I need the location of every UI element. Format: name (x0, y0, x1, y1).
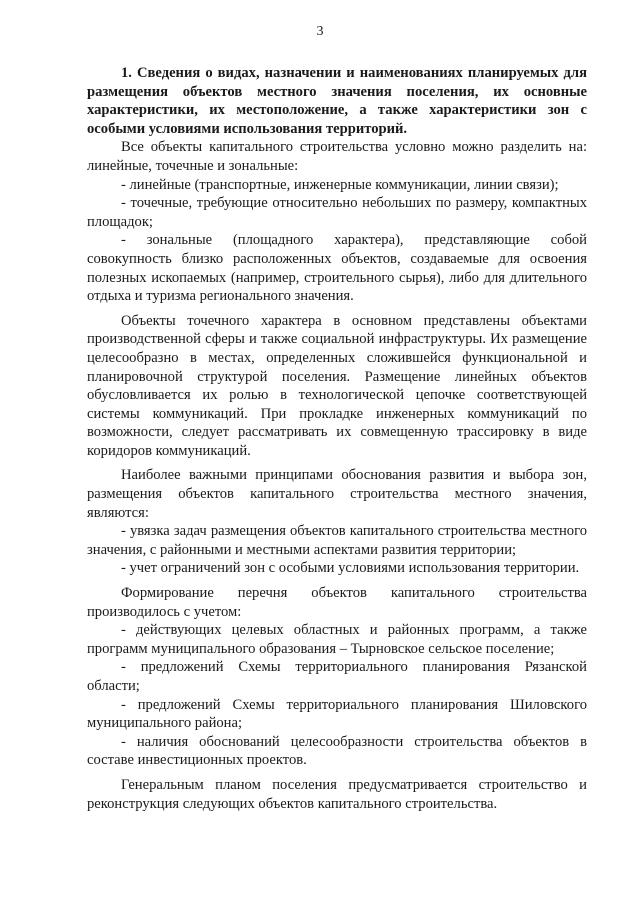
paragraph: Объекты точечного характера в основном представлены объектами производственной сферы и также социальной инфраструктуры. Их размещение целесообразно в местах, определенных сложившейся функциональной и планировочной структурой поселения. Размещение линейных объектов обусловливается их ролью в технологической цепочке соответствующей системы коммуникаций. При прокладке инженерных коммуникаций по возможности, следует рассматривать их совмещенную трассировку в виде коридоров коммуникаций. (87, 312, 587, 459)
list-item: - увязка задач размещения объектов капитального строительства местного значения, с районными и местными аспектами развития территории; (87, 523, 587, 558)
list-item: - действующих целевых областных и районных программ, а также программ муниципального образования – Тырновское сельское поселение; (87, 622, 587, 657)
document-body (87, 64, 587, 813)
page-number: 3 (316, 24, 324, 39)
list-item: - учет ограничений зон с особыми условиями использования территории. (121, 560, 580, 577)
paragraph: Генеральным планом поселения предусматривается строительство и реконструкция следующих объектов капитального строительства. (87, 776, 587, 812)
list-item: - предложений Схемы территориального планирования Шиловского муниципального района; (87, 696, 587, 732)
section-heading: 1. Сведения о видах, назначении и наименованиях планируемых для размещения объектов местного значения поселения, их основные характеристики, их местоположение, а также характеристики зон с особыми условиями использования территорий. (87, 65, 587, 137)
list-item: - точечные, требующие относительно небольших по размеру, компактных площадок; (87, 195, 587, 230)
paragraph: Все объекты капитального строительства условно можно разделить на: линейные, точечные и зональные: (87, 139, 587, 174)
list-item: - зональные (площадного характера), представляющие собой совокупность близко расположенных объектов, создаваемые для освоения полезных ископаемых (например, строительного сырья), либо для длительного отдыха и туризма регионального значения. (87, 232, 587, 305)
list-item: - наличия обоснований целесообразности строительства объектов в составе инвестиционных проектов. (87, 733, 587, 769)
paragraph: Наиболее важными принципами обоснования развития и выбора зон, размещения объектов капитального строительства местного значения, являются: (87, 467, 587, 521)
list-item: - линейные (транспортные, инженерные коммуникации, линии связи); (121, 176, 559, 193)
list-item: - предложений Схемы территориального планирования Рязанской области; (87, 659, 587, 694)
paragraph: Формирование перечня объектов капитального строительства производилось с учетом: (87, 585, 587, 620)
